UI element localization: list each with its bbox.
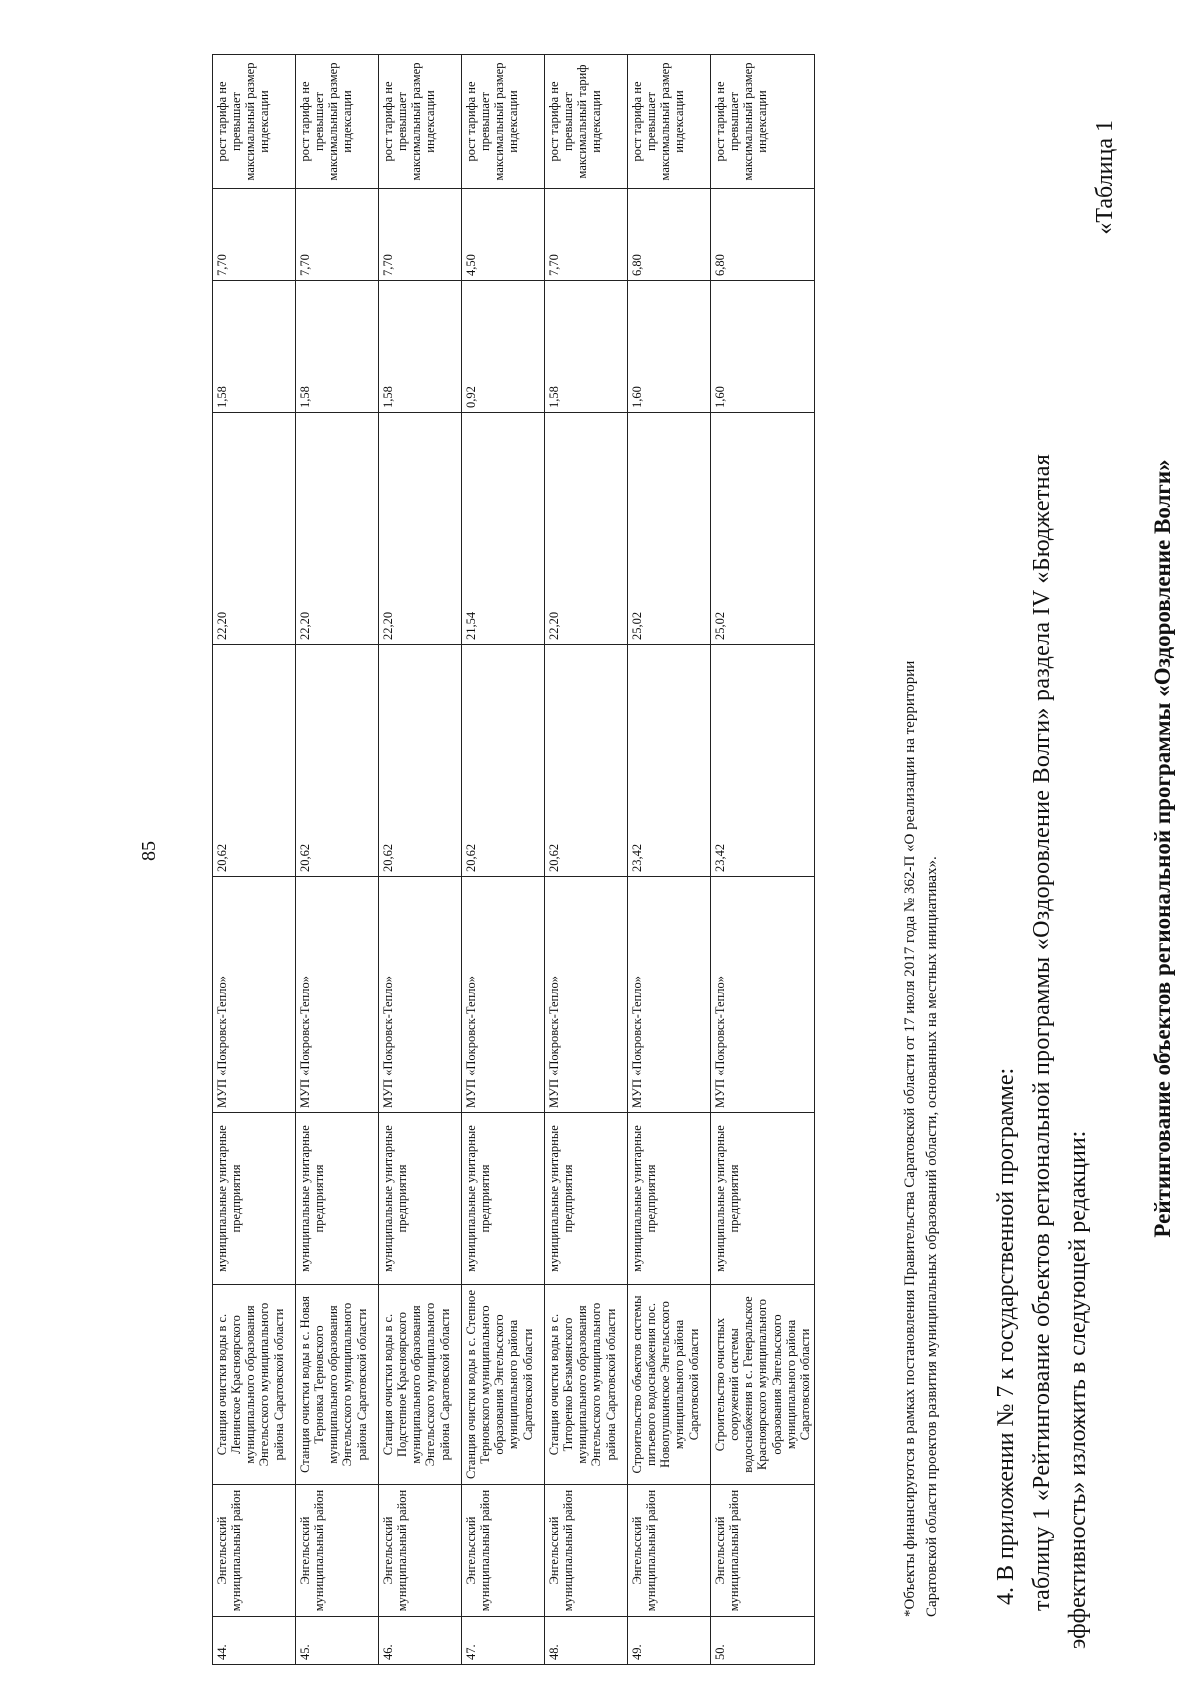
value-cell-2: 25,02 — [628, 413, 711, 645]
footnote — [900, 37, 944, 1617]
organization-cell: МУП «Покровск-Тепло» — [213, 877, 296, 1113]
district-cell: Энгельсский муниципальный район — [296, 1485, 379, 1617]
value-cell-4: 7,70 — [213, 189, 296, 281]
object-cell: Станция очистки воды в с. Титоренко Безымянского муниципального образования Энгельсского муниципального района Саратовской области — [545, 1285, 628, 1485]
value-cell-1: 23,42 — [711, 645, 815, 877]
object-cell: Станция очистки воды в с. Степное Терновского муниципального образования Энгельсского муниципального района Саратовской области — [462, 1285, 545, 1485]
enterprise-type-cell: муниципальные унитарные предприятия — [628, 1113, 711, 1285]
enterprise-type-cell: муниципальные унитарные предприятия — [545, 1113, 628, 1285]
object-cell: Станция очистки воды в с. Ленинское Красноярского муниципального образования Энгельсского муниципального района Саратовской области — [213, 1285, 296, 1485]
table-row — [711, 55, 815, 1665]
amendment-text — [988, 29, 1096, 1649]
row-number: 50. — [711, 1617, 815, 1665]
organization-cell: МУП «Покровск-Тепло» — [379, 877, 462, 1113]
value-cell-3: 1,58 — [296, 281, 379, 413]
value-cell-1: 20,62 — [296, 645, 379, 877]
district-cell: Энгельсский муниципальный район — [545, 1485, 628, 1617]
value-cell-2: 22,20 — [545, 413, 628, 645]
amendment-line-2: таблицу 1 «Рейтингование объектов региональной программы «Оздоровление Волги» раздела IV «Бюджетная — [1029, 453, 1055, 1611]
table-row — [628, 55, 711, 1665]
row-number: 47. — [462, 1617, 545, 1665]
note-cell: рост тарифа не превышает максимальный размер индексации — [213, 55, 296, 189]
footnote-line-1: *Объекты финансируются в рамках постановления Правительства Саратовской области от 17 июля 2017 года № 362-П «О реализации на территории — [902, 660, 918, 1617]
note-cell: рост тарифа не превышает максимальный размер индексации — [711, 55, 815, 189]
row-number: 49. — [628, 1617, 711, 1665]
district-cell: Энгельсский муниципальный район — [628, 1485, 711, 1617]
organization-cell: МУП «Покровск-Тепло» — [545, 877, 628, 1113]
value-cell-4: 7,70 — [296, 189, 379, 281]
row-number: 45. — [296, 1617, 379, 1665]
table-heading: Рейтингование объектов региональной программы «Оздоровление Волги» — [1150, 459, 1175, 1238]
value-cell-4: 7,70 — [379, 189, 462, 281]
object-cell: Станция очистки воды в с. Подстепное Красноярского муниципального образования Энгельсского муниципального района Саратовской области — [379, 1285, 462, 1485]
value-cell-3: 1,58 — [379, 281, 462, 413]
footnote-line-2: Саратовской области проектов развития муниципальных образований области, основанных на местных инициативах». — [923, 856, 940, 1617]
value-cell-4: 4,50 — [462, 189, 545, 281]
rating-table — [212, 54, 815, 1665]
object-cell: Станция очистки воды в с. Новая Терновка Терновского муниципального образования Энгельсского муниципального района Саратовской области — [296, 1285, 379, 1485]
value-cell-2: 22,20 — [296, 413, 379, 645]
enterprise-type-cell: муниципальные унитарные предприятия — [213, 1113, 296, 1285]
table-row — [296, 55, 379, 1665]
table-row — [213, 55, 296, 1665]
organization-cell: МУП «Покровск-Тепло» — [462, 877, 545, 1113]
value-cell-1: 20,62 — [545, 645, 628, 877]
amendment-line-3: эффективность» изложить в следующей редакции: — [1065, 1130, 1091, 1649]
page-number: 85 — [138, 841, 160, 861]
value-cell-3: 1,58 — [545, 281, 628, 413]
table-label: «Таблица 1 — [1092, 120, 1118, 235]
value-cell-3: 1,58 — [213, 281, 296, 413]
table-row — [462, 55, 545, 1665]
object-cell: Строительство очистных сооружений системы водоснабжения в с. Генеральское Красноярского муниципального образования Энгельсского муниципального района Саратовской области — [711, 1285, 815, 1485]
value-cell-2: 25,02 — [711, 413, 815, 645]
value-cell-1: 20,62 — [462, 645, 545, 877]
value-cell-4: 6,80 — [628, 189, 711, 281]
value-cell-2: 22,20 — [379, 413, 462, 645]
enterprise-type-cell: муниципальные унитарные предприятия — [296, 1113, 379, 1285]
district-cell: Энгельсский муниципальный район — [462, 1485, 545, 1617]
row-number: 48. — [545, 1617, 628, 1665]
note-cell: рост тарифа не превышает максимальный размер индексации — [628, 55, 711, 189]
enterprise-type-cell: муниципальные унитарные предприятия — [711, 1113, 815, 1285]
value-cell-3: 0,92 — [462, 281, 545, 413]
note-cell: рост тарифа не превышает максимальный размер индексации — [462, 55, 545, 189]
table-body — [213, 55, 815, 1665]
value-cell-4: 7,70 — [545, 189, 628, 281]
table-row — [545, 55, 628, 1665]
value-cell-3: 1,60 — [711, 281, 815, 413]
value-cell-4: 6,80 — [711, 189, 815, 281]
table-row — [379, 55, 462, 1665]
district-cell: Энгельсский муниципальный район — [379, 1485, 462, 1617]
value-cell-1: 20,62 — [213, 645, 296, 877]
object-cell: Строительство объектов системы питьевого водоснабжения пос. Новопушкинское Энгельсского муниципального района Саратовской области — [628, 1285, 711, 1485]
note-cell: рост тарифа не превышает максимальный размер индексации — [296, 55, 379, 189]
note-cell: рост тарифа не превышает максимальный тариф индексации — [545, 55, 628, 189]
district-cell: Энгельсский муниципальный район — [213, 1485, 296, 1617]
organization-cell: МУП «Покровск-Тепло» — [296, 877, 379, 1113]
row-number: 44. — [213, 1617, 296, 1665]
organization-cell: МУП «Покровск-Тепло» — [711, 877, 815, 1113]
value-cell-2: 21,54 — [462, 413, 545, 645]
district-cell: Энгельсский муниципальный район — [711, 1485, 815, 1617]
enterprise-type-cell: муниципальные унитарные предприятия — [379, 1113, 462, 1285]
value-cell-1: 20,62 — [379, 645, 462, 877]
row-number: 46. — [379, 1617, 462, 1665]
value-cell-3: 1,60 — [628, 281, 711, 413]
value-cell-2: 22,20 — [213, 413, 296, 645]
enterprise-type-cell: муниципальные унитарные предприятия — [462, 1113, 545, 1285]
note-cell: рост тарифа не превышает максимальный размер индексации — [379, 55, 462, 189]
organization-cell: МУП «Покровск-Тепло» — [628, 877, 711, 1113]
amendment-line-1: 4. В приложении № 7 к государственной программе: — [993, 1067, 1019, 1605]
value-cell-1: 23,42 — [628, 645, 711, 877]
